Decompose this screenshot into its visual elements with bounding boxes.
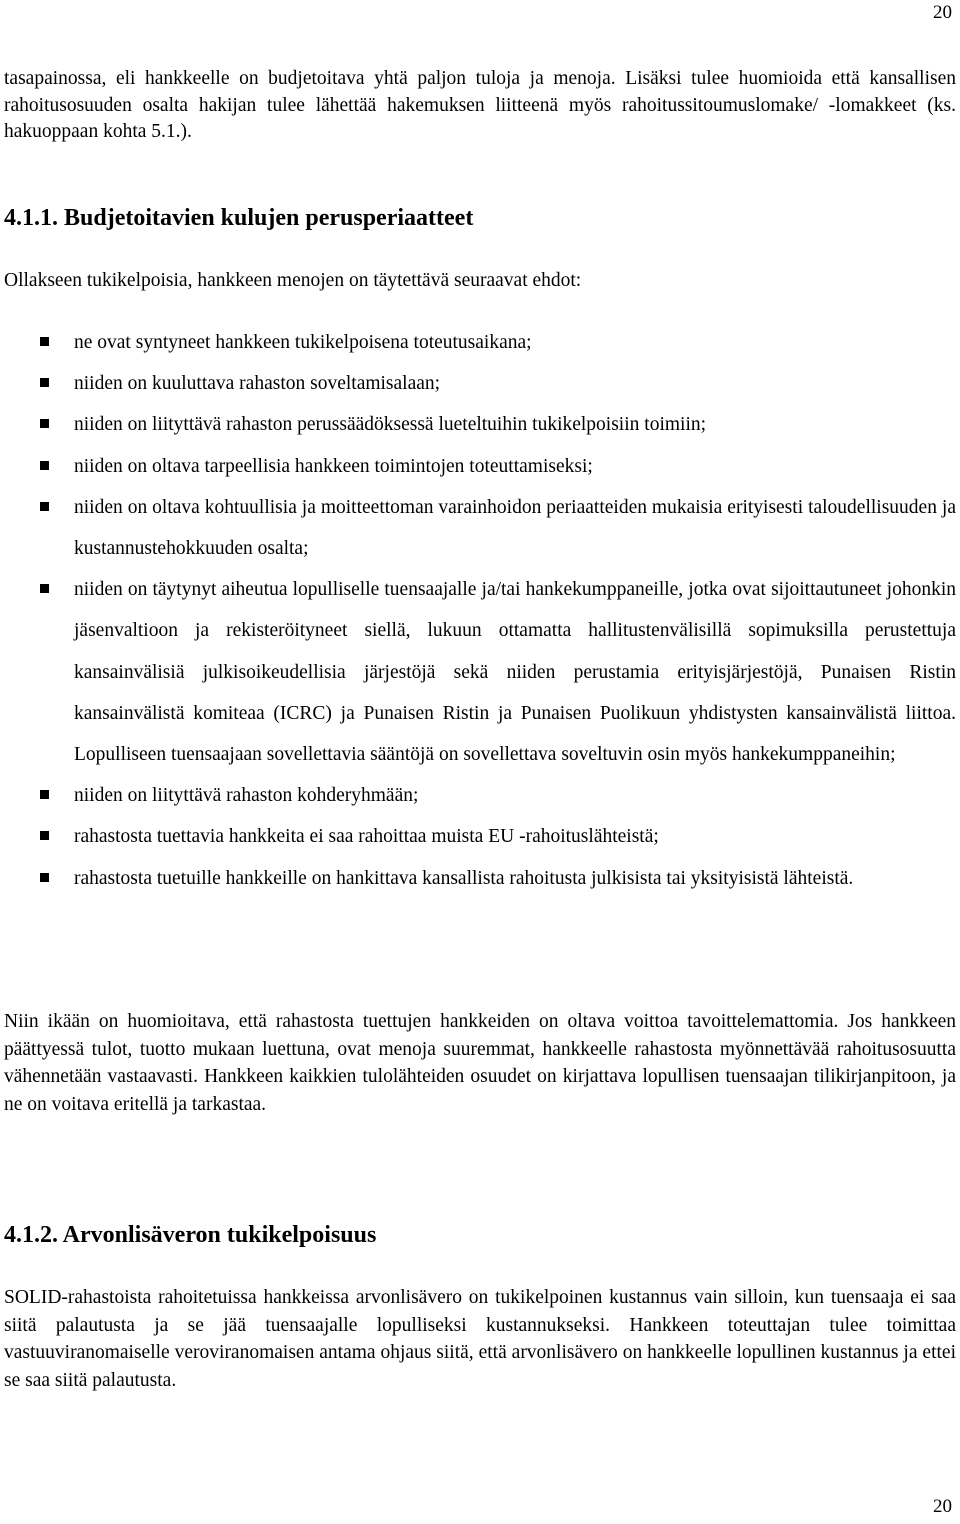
conditions-list xyxy=(0,322,956,899)
square-bullet-icon xyxy=(40,337,49,346)
list-item: niiden on oltava kohtuullisia ja moitteettoman varainhoidon periaatteiden mukaisia erityisesti taloudellisuuden ja kustannustehokkuuden osalta; xyxy=(0,487,956,569)
square-bullet-icon xyxy=(40,502,49,511)
square-bullet-icon xyxy=(40,873,49,882)
list-item: niiden on oltava tarpeellisia hankkeen toimintojen toteuttamiseksi; xyxy=(0,446,956,487)
square-bullet-icon xyxy=(40,790,49,799)
list-item: niiden on liityttävä rahaston perussäädöksessä lueteltuihin tukikelpoisiin toimiin; xyxy=(0,404,956,445)
section-heading-4-1-1: 4.1.1. Budjetoitavien kulujen perusperiaatteet xyxy=(4,205,474,231)
page-number-top: 20 xyxy=(933,2,952,23)
list-item: niiden on täytynyt aiheutua lopulliselle tuensaajalle ja/tai hankekumppaneille, jotka ovat sijoittautuneet johonkin jäsenvaltioon ja rekisteröityneet siellä, lukuun ottamatta hallitustenvälisillä sopimuksilla perustettuja kansainvälisiä julkisoikeudellisia järjestöjä sekä niiden perustamia erityisjärjestöjä, Punaisen Ristin kansainvälistä komiteaa (ICRC) ja Punaisen Ristin ja Punaisen Puolikuun yhdistysten kansainvälistä liittoa. Lopulliseen tuensaajaan sovellettavia sääntöjä on sovellettava soveltuvin osin myös hankekumppaneihin; xyxy=(0,569,956,775)
section-closing-paragraph: Niin ikään on huomioitava, että rahastosta tuettujen hankkeiden on oltava voittoa tavoittelemattomia. Jos hankkeen päättyessä tulot, tuotto mukaan luettuna, ovat menoja suuremmat, hankkeelle rahastosta myönnettävää rahoitusosuutta vähennetään vastaavasti. Hankkeen kaikkien tulolähteiden osuudet on kirjattava lopullisen tuensaajan tilikirjanpitoon, ja ne on voitava eritellä ja tarkastaa. xyxy=(4,1011,956,1115)
square-bullet-icon xyxy=(40,584,49,593)
page-number-bottom: 20 xyxy=(933,1496,952,1517)
list-item: rahastosta tuettavia hankkeita ei saa rahoittaa muista EU -rahoituslähteistä; xyxy=(0,816,956,857)
list-item: rahastosta tuetuille hankkeille on hankittava kansallista rahoitusta julkisista tai yksityisistä lähteistä. xyxy=(0,858,956,899)
paragraph-top: tasapainossa, eli hankkeelle on budjetoitava yhtä paljon tuloja ja menoja. Lisäksi tulee huomioida että kansallisen rahoitusosuuden osalta hakijan tulee lähettää hakemuksen liitteenä myös rahoitussitoumuslomake/ -lomakkeet (ks. hakuoppaan kohta 5.1.). xyxy=(4,68,956,142)
square-bullet-icon xyxy=(40,378,49,387)
section-intro: Ollakseen tukikelpoisia, hankkeen menojen on täytettävä seuraavat ehdot: xyxy=(4,270,582,291)
vat-paragraph: SOLID-rahastoista rahoitetuissa hankkeissa arvonlisävero on tukikelpoinen kustannus vain silloin, kun tuensaaja ei saa siitä palautusta ja se jää tuensaajalle lopulliseksi kustannukseksi. Hankkeen toteuttajan tulee toimittaa vastuuviranomaiselle veroviranomaisen antama ohjaus siitä, että arvonlisävero on hankkeelle lopullinen kustannus ja ettei se saa siitä palautusta. xyxy=(4,1287,956,1391)
square-bullet-icon xyxy=(40,831,49,840)
square-bullet-icon xyxy=(40,419,49,428)
list-item: niiden on kuuluttava rahaston soveltamisalaan; xyxy=(0,363,956,404)
list-item: niiden on liityttävä rahaston kohderyhmään; xyxy=(0,775,956,816)
list-item: ne ovat syntyneet hankkeen tukikelpoisena toteutusaikana; xyxy=(0,322,956,363)
section-heading-4-1-2: 4.1.2. Arvonlisäveron tukikelpoisuus xyxy=(4,1222,377,1248)
square-bullet-icon xyxy=(40,461,49,470)
